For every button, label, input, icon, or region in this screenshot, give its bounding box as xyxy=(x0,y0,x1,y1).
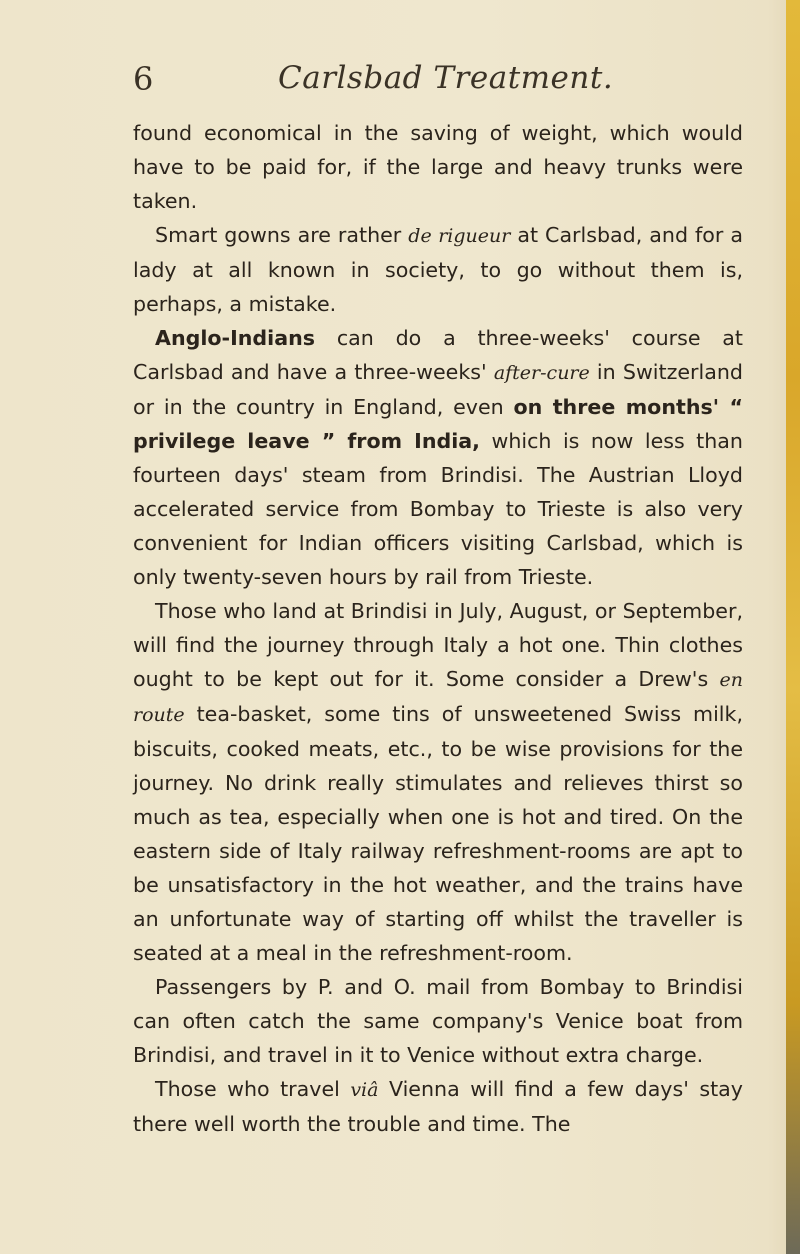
paragraph-3 xyxy=(133,321,743,594)
paragraph-6 xyxy=(133,1072,743,1141)
italic-phrase: after-cure xyxy=(493,362,590,384)
running-title: Carlsbad Treatment. xyxy=(278,60,614,96)
paragraph-text: at Carlsbad, and for a lady at all known in society, to go without them is, perhaps, a mistake. xyxy=(133,223,743,316)
paragraph-text: can do a three-weeks' course at Carlsbad and have a three-weeks' xyxy=(133,326,743,384)
paragraph-text: in Switzerland or in the country in England, even xyxy=(133,360,743,419)
paragraph-2 xyxy=(133,218,743,321)
paragraph-text: found economical in the saving of weight, which would have to be paid for, if the large and heavy trunks were taken. xyxy=(133,121,743,213)
paragraph-1 xyxy=(133,116,743,218)
page-header xyxy=(133,60,743,110)
paragraph-5 xyxy=(133,970,743,1072)
paragraph-text: which is now less than fourteen days' steam from Brindisi. The Austrian Lloyd accelerated service from Bombay to Trieste is also very convenient for Indian officers visiting Carlsbad, which is only twenty-seven hours by rail from Trieste. xyxy=(133,429,743,589)
italic-phrase: viâ xyxy=(350,1079,379,1101)
body-text xyxy=(133,116,743,1141)
paragraph-4 xyxy=(133,594,743,970)
paragraph-text: Passengers by P. and O. mail from Bombay to Brindisi can often catch the same company's Venice boat from Brindisi, and travel in it to Venice without extra charge. xyxy=(133,975,743,1067)
page-number: 6 xyxy=(133,60,154,98)
paragraph-text: Those who travel xyxy=(155,1077,351,1101)
italic-phrase: en route xyxy=(133,669,743,726)
paragraph-text: tea-basket, some tins of unsweetened Swiss milk, biscuits, cooked meats, etc., to be wise provisions for the journey. No drink really stimulates and relieves thirst so much as tea, especially when one is hot and tired. On the eastern side of Italy railway refreshment-rooms are apt to be unsatisfactory in the hot weather, and the trains have an unfortunate way of starting off whilst the traveller is seated at a meal in the refreshment-room. xyxy=(133,702,743,965)
bold-lead: Anglo-Indians xyxy=(155,326,316,350)
paragraph-text: Those who land at Brindisi in July, August, or September, will find the journey through Italy a hot one. Thin clothes ought to be kept out for it. Some consider a Drew's xyxy=(133,599,743,691)
paragraph-text: Smart gowns are rather xyxy=(155,223,409,247)
bold-phrase: on three months' “ privilege leave ” from India, xyxy=(133,395,743,453)
italic-phrase: de rigueur xyxy=(408,225,511,247)
paragraph-text: Vienna will find a few days' stay there well worth the trouble and time. The xyxy=(133,1077,743,1136)
gilt-page-edge xyxy=(786,0,800,1254)
